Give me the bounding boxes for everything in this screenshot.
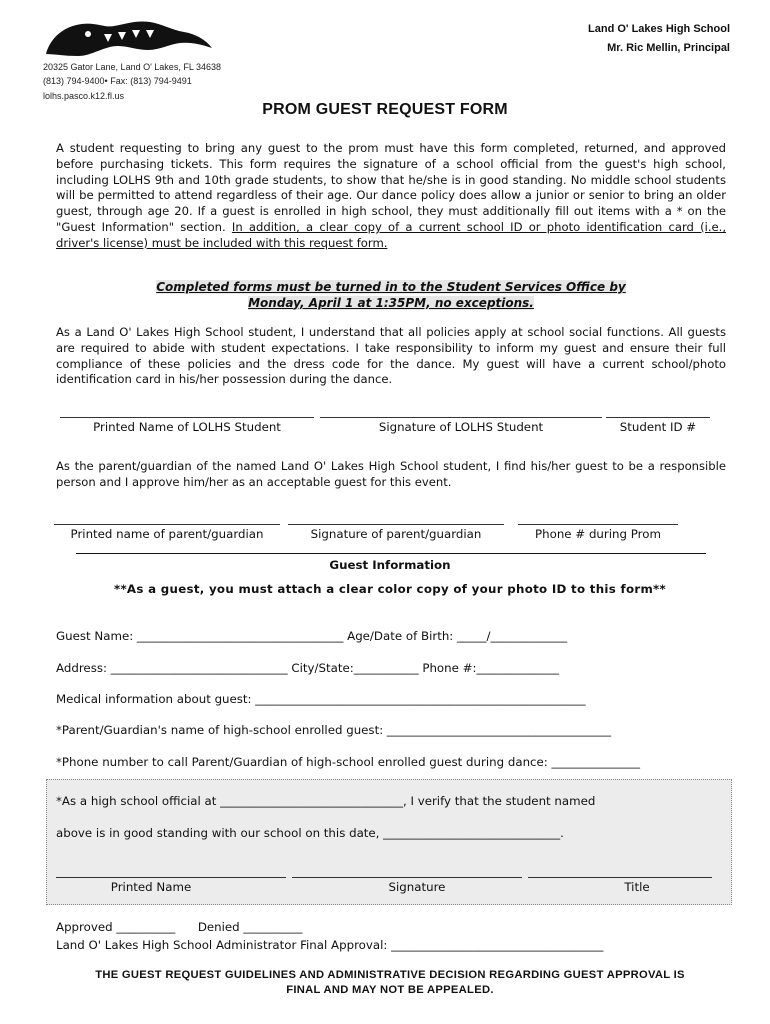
school-name: Land O' Lakes High School (588, 23, 730, 35)
student-printed-name-line[interactable] (60, 417, 314, 418)
gator-logo (44, 16, 214, 60)
guest-address-field[interactable]: Address: ______________________________ City/State:___________ Phone #:______________ (56, 661, 560, 675)
student-statement: As a Land O' Lakes High School student, I understand that all policies apply at school social functions. All guests are required to abide with student expectations. I take responsibility to inform my guest and ensure their full compliance of these policies and the dress code for the dance. My guest will have a current school/photo identification card in his/her possession during the dance. (56, 325, 726, 387)
section-divider (76, 553, 706, 554)
official-printed-name-line[interactable] (56, 877, 286, 878)
guest-name-field[interactable]: Guest Name: ___________________________________ Age/Date of Birth: _____/_____________ (56, 629, 568, 643)
deadline-line1: Completed forms must be turned in to the Student Services Office by (156, 280, 626, 294)
school-address: 20325 Gator Lane, Land O' Lakes, FL 34638 (43, 62, 222, 72)
official-date-field[interactable]: above is in good standing with our school on this date, ______________________________. (56, 826, 564, 840)
intro-id-requirement: In addition, a clear copy of a current school ID or photo identification card (i.e., driver's license) must be included with this request form. (56, 219, 727, 250)
official-title-line[interactable] (528, 877, 712, 878)
student-printed-name-label: Printed Name of LOLHS Student (93, 420, 281, 434)
guardian-name-field[interactable]: *Parent/Guardian's name of high-school enrolled guest: ______________________________________ (56, 723, 612, 737)
school-website: lolhs.pasco.k12.fl.us (43, 91, 125, 101)
guardian-phone-field[interactable]: *Phone number to call Parent/Guardian of high-school enrolled guest during dance: _______________ (56, 755, 640, 769)
parent-signature-label: Signature of parent/guardian (310, 527, 482, 541)
parent-signature-line[interactable] (288, 524, 504, 525)
official-school-field[interactable]: *As a high school official at _______________________________, I verify that the student named (56, 794, 596, 808)
final-notice-line2: FINAL AND MAY NOT BE APPEALED. (286, 984, 494, 996)
official-title-label: Title (624, 880, 650, 894)
official-signature-label: Signature (388, 880, 446, 894)
guest-medical-field[interactable]: Medical information about guest: ________________________________________________________ (56, 692, 586, 706)
student-id-label: Student ID # (619, 420, 697, 434)
parent-statement: As the parent/guardian of the named Land O' Lakes High School student, I find his/her guest to be a responsible person and I approve him/her as an acceptable guest for this event. (56, 459, 726, 489)
deadline-notice (56, 280, 726, 311)
guest-info-heading: Guest Information (329, 558, 451, 572)
final-notice (0, 968, 770, 998)
parent-printed-name-label: Printed name of parent/guardian (70, 527, 264, 541)
photo-id-notice: **As a guest, you must attach a clear color copy of your photo ID to this form** (113, 582, 666, 596)
school-phone-fax: (813) 794-9400• Fax: (813) 794-9491 (43, 76, 192, 86)
parent-printed-name-line[interactable] (54, 524, 280, 525)
final-notice-line1: THE GUEST REQUEST GUIDELINES AND ADMINISTRATIVE DECISION REGARDING GUEST APPROVAL IS (95, 969, 685, 981)
parent-phone-line[interactable] (518, 524, 678, 525)
official-printed-name-label: Printed Name (110, 880, 192, 894)
principal-name: Mr. Ric Mellin, Principal (607, 42, 730, 54)
student-id-line[interactable] (606, 417, 710, 418)
approved-denied-field[interactable]: Approved __________ Denied __________ (56, 920, 303, 934)
final-approval-field[interactable]: Land O' Lakes High School Administrator Final Approval: ____________________________________ (56, 938, 604, 952)
intro-paragraph (56, 141, 726, 252)
student-signature-line[interactable] (320, 417, 602, 418)
form-title: PROM GUEST REQUEST FORM (262, 101, 508, 118)
intro-text: A student requesting to bring any guest to the prom must have this form completed, returned, and approved before purchasing tickets. This form requires the signature of a school official from the guest's high school, including LOLHS 9th and 10th grade students, to show that he/she is in good standing. No middle school students will be permitted to attend regardless of their age. Our dance policy does allow a junior or senior to bring an older guest, through age 20. If a guest is enrolled in high school, they must additionally fill out items with a * on the "Guest Information" section. (56, 141, 726, 234)
parent-phone-label: Phone # during Prom (535, 527, 661, 541)
student-signature-label: Signature of LOLHS Student (378, 420, 544, 434)
official-signature-line[interactable] (292, 877, 522, 878)
deadline-line2: Monday, April 1 at 1:35PM, no exceptions. (248, 295, 534, 310)
